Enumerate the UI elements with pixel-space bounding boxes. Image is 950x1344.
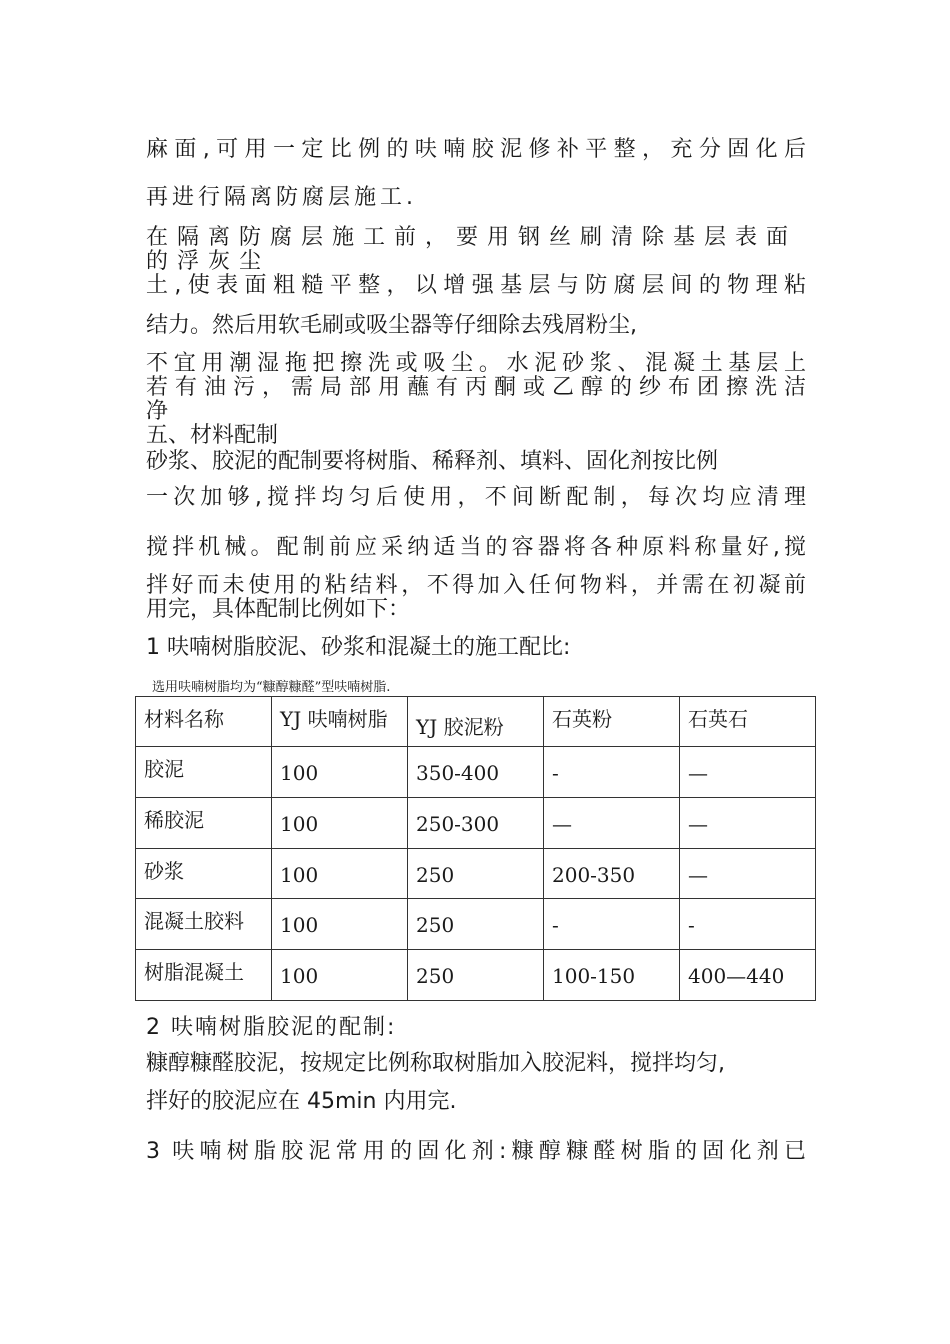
table-header-cell: 材料名称: [136, 697, 272, 747]
table-cell: —: [680, 849, 816, 899]
table-cell: 250: [408, 950, 544, 1001]
table-cell: 250: [408, 899, 544, 950]
table-header-cell: YJ 呋喃树脂: [272, 697, 408, 747]
table-cell: 250-300: [408, 798, 544, 849]
paragraph-line: 拌好而未使用的粘结料，不得加入任何物料，并需在初凝前: [146, 573, 806, 598]
table-cell: —: [680, 798, 816, 849]
table-row: [136, 899, 816, 950]
paragraph-line: 搅拌机械。配制前应采纳适当的容器将各种原料称量好,搅: [146, 535, 806, 560]
table-header-row: [136, 697, 816, 747]
table-cell: 100: [272, 950, 408, 1001]
paragraph-line: 用完，具体配制比例如下：: [146, 597, 411, 622]
table-cell: 树脂混凝土: [136, 950, 272, 1001]
table-row: [136, 747, 816, 798]
table-cell: 250: [408, 849, 544, 899]
table-cell: —: [680, 747, 816, 798]
subsection-heading: 1 呋喃树脂胶泥、砂浆和混凝土的施工配比:: [146, 635, 571, 660]
paragraph-line: 土,使表面粗糙平整，以增强基层与防腐层间的物理粘: [146, 273, 806, 298]
subsection-heading: 2 呋喃树脂胶泥的配制:: [146, 1015, 397, 1040]
paragraph-line: 若有油污，需局部用蘸有丙酮或乙醇的纱布团擦洗洁: [146, 375, 806, 400]
paragraph-line: 净: [146, 399, 169, 424]
paragraph-line: 再进行隔离防腐层施工.: [146, 185, 417, 210]
paragraph-line: 在隔离防腐层施工前，要用钢丝刷清除基层表面的浮灰尘: [146, 225, 798, 274]
table-cell: -: [680, 899, 816, 950]
table-cell: 100: [272, 747, 408, 798]
section-heading: 五、材料配制: [146, 423, 279, 448]
table-cell: 100-150: [544, 950, 680, 1001]
table-header-cell: 石英石: [680, 697, 816, 747]
table-row: [136, 950, 816, 1001]
table-header-cell: YJ 胶泥粉: [408, 697, 544, 747]
table-cell: -: [544, 747, 680, 798]
paragraph-line: 糠醇糠醛胶泥，按规定比例称取树脂加入胶泥料，搅拌均匀,: [146, 1051, 725, 1076]
paragraph-line: 砂浆、胶泥的配制要将树脂、稀释剂、填料、固化剂按比例: [146, 449, 719, 474]
table-caption: 选用呋喃树脂均为“糠醇糠醛”型呋喃树脂.: [152, 680, 391, 695]
table-cell: 100: [272, 849, 408, 899]
table-cell: —: [544, 798, 680, 849]
paragraph-line: 麻面,可用一定比例的呋喃胶泥修补平整，充分固化后: [146, 137, 806, 162]
table-header-cell: 石英粉: [544, 697, 680, 747]
table-cell: -: [544, 899, 680, 950]
table-cell: 200-350: [544, 849, 680, 899]
subsection-heading: 3 呋喃树脂胶泥常用的固化剂:糠醇糠醛树脂的固化剂已: [146, 1139, 806, 1164]
paragraph-line: 一次加够,搅拌均匀后使用，不间断配制，每次均应清理: [146, 485, 806, 510]
table-cell: 100: [272, 899, 408, 950]
table-row: [136, 849, 816, 899]
table-cell: 100: [272, 798, 408, 849]
paragraph-line: 不宜用潮湿拖把擦洗或吸尘。水泥砂浆、混凝土基层上: [146, 351, 806, 376]
table-cell: 400—440: [680, 950, 816, 1001]
table-cell: 混凝土胶料: [136, 899, 272, 950]
paragraph-line: 拌好的胶泥应在 45min 内用完.: [146, 1089, 457, 1114]
table-cell: 350-400: [408, 747, 544, 798]
ratio-table: [135, 696, 816, 1001]
table-cell: 砂浆: [136, 849, 272, 899]
table-cell: 稀胶泥: [136, 798, 272, 849]
paragraph-line: 结力。然后用软毛刷或吸尘器等仔细除去残屑粉尘,: [146, 313, 637, 338]
table-row: [136, 798, 816, 849]
table-cell: 胶泥: [136, 747, 272, 798]
